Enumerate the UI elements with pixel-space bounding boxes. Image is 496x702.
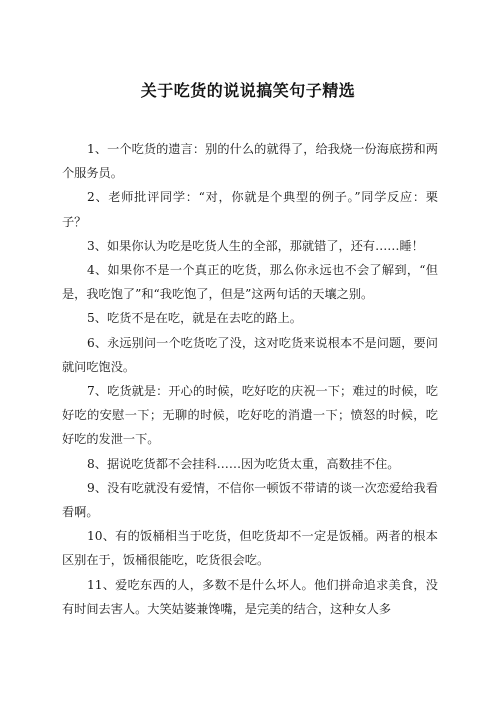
paragraph-3: 3、如果你认为吃是吃货人生的全部，那就错了，还有……睡！ [87, 238, 424, 253]
paragraph-4: 4、如果你不是一个真正的吃货，那么你永远也不会了解到，“但是，我吃饱了”和“我吃饱了，但是”这两句话的天壤之别。 [62, 263, 438, 302]
paragraph-6: 6、永远别问一个吃货吃了没，这对吃货来说根本不是问题，要问就问吃饱没。 [62, 335, 438, 374]
paragraph-11: 11、爱吃东西的人，多数不是什么坏人。他们拼命追求美食，没有时间去害人。大笑姑婆兼馋嘴，是完美的结合，这种女人多 [62, 577, 438, 616]
paragraph-1: 1、一个吃货的遗言：别的什么的就得了，给我烧一份海底捞和两个服务员。 [62, 142, 438, 181]
paragraph-7: 7、吃货就是：开心的时候，吃好吃的庆祝一下；难过的时候，吃好吃的安慰一下；无聊的时候，吃好吃的消遣一下；愤怒的时候，吃好吃的发泄一下。 [62, 384, 438, 447]
paragraph-10: 10、有的饭桶相当于吃货，但吃货却不一定是饭桶。两者的根本区别在于，饭桶很能吃，吃货很会吃。 [62, 529, 438, 568]
paragraph-2: 2、老师批评同学：“对，你就是个典型的例子。”同学反应：栗子？ [62, 190, 438, 229]
paragraph-9: 9、没有吃就没有爱情，不信你一顿饭不带请的谈一次恋爱给我看看啊。 [62, 480, 438, 520]
document-body [62, 137, 438, 621]
paragraph-5: 5、吃货不是在吃，就是在去吃的路上。 [87, 311, 302, 326]
document-title: 关于吃货的说说搞笑句子精选 [140, 81, 356, 100]
paragraph-8: 8、据说吃货都不会挂科……因为吃货太重，高数挂不住。 [87, 456, 400, 471]
